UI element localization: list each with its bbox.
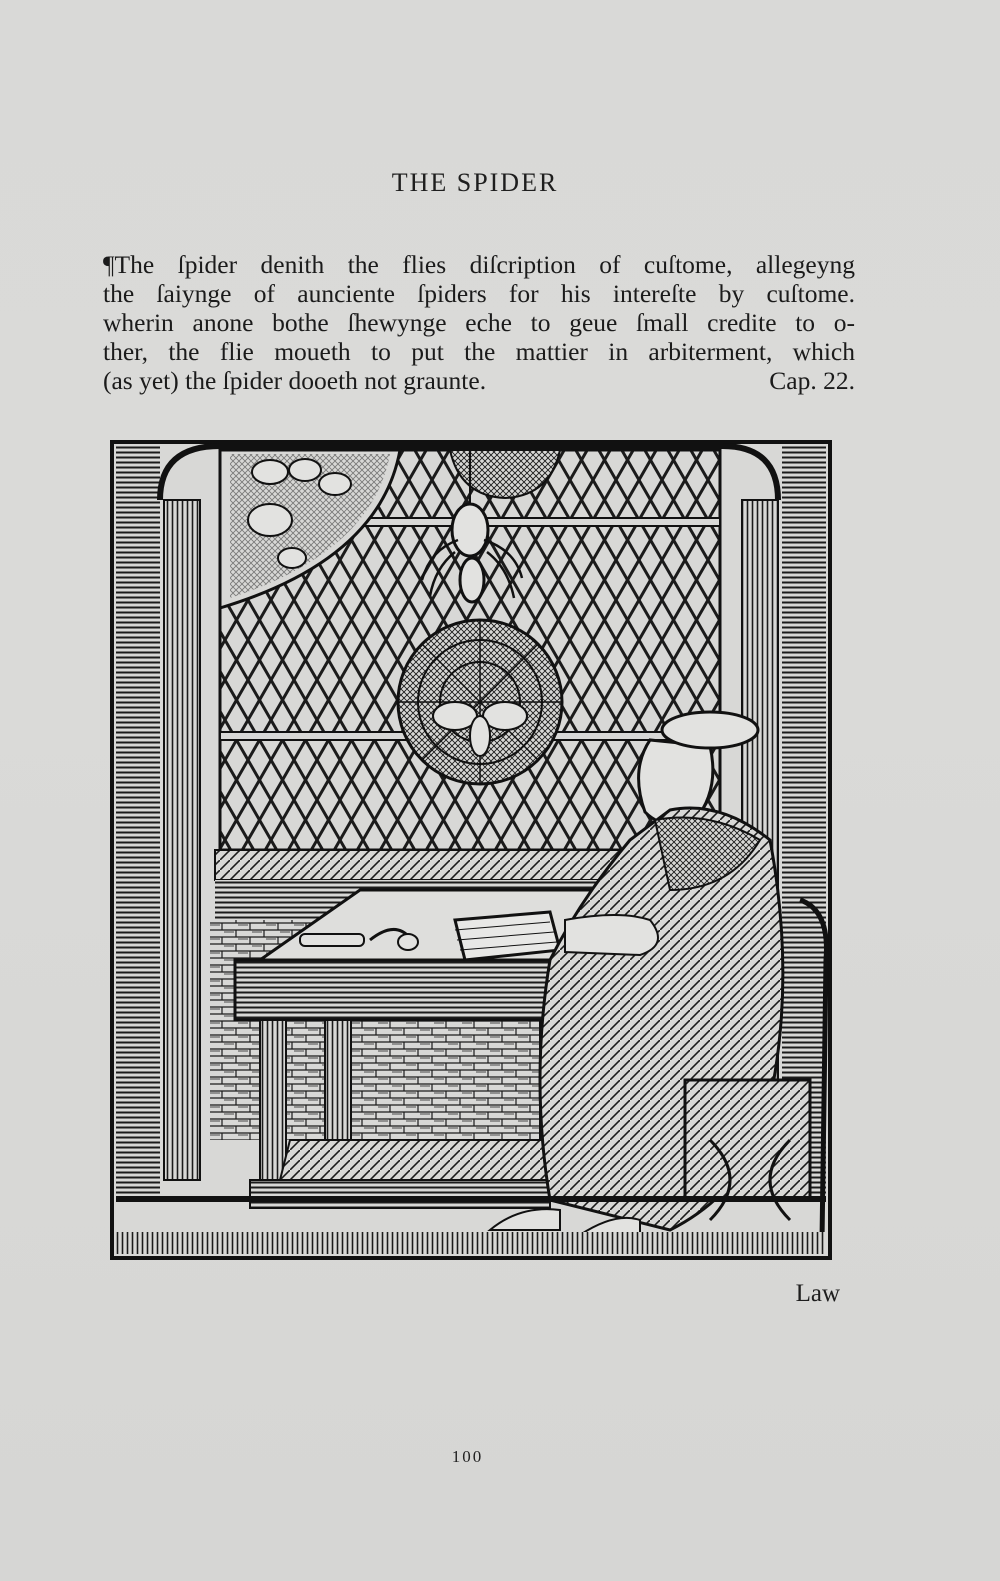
chapter-number: Cap. 22.	[769, 366, 855, 395]
caption-line-3: wherin anone bothe ſhewynge eche to geue ſmall credite to o-	[103, 308, 855, 337]
running-head: THE SPIDER	[391, 168, 559, 197]
page-number: 100	[451, 1447, 484, 1466]
caption-line-1: ¶The ſpider denith the flies diſcription of cuſtome, allegeyng	[103, 250, 855, 279]
caption-line-5	[103, 366, 855, 395]
plate-title: Law	[795, 1280, 840, 1307]
caption-last-line: (as yet) the ſpider dooeth not graunte.	[103, 366, 487, 395]
caption-line-2: the ſaiynge of aunciente ſpiders for his intereſte by cuſtome.	[103, 279, 855, 308]
chapter-caption	[103, 250, 855, 395]
woodcut-illustration	[110, 440, 832, 1260]
caption-line-4: ther, the flie moueth to put the mattier in arbiterment, which	[103, 337, 855, 366]
